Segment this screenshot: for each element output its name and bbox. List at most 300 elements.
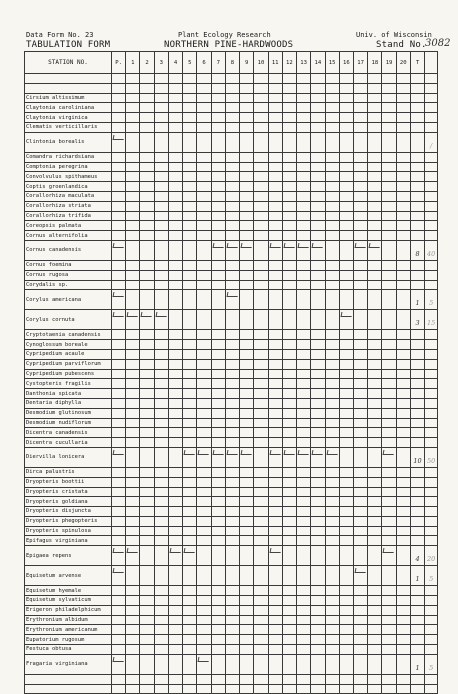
blank-cell bbox=[154, 83, 168, 93]
column-header-17: 17 bbox=[353, 52, 367, 74]
tally-cell bbox=[396, 359, 410, 369]
tally-cell bbox=[311, 605, 325, 615]
frequency-value: 5 bbox=[429, 663, 434, 672]
tally-cell bbox=[382, 546, 396, 566]
tally-cell bbox=[183, 310, 197, 330]
blank-cell bbox=[425, 83, 438, 93]
tally-cell bbox=[112, 103, 126, 113]
blank-cell bbox=[282, 83, 296, 93]
tally-cell bbox=[168, 93, 182, 103]
tally-cell bbox=[240, 418, 254, 428]
tally-cell bbox=[353, 516, 367, 526]
blank-cell bbox=[240, 74, 254, 84]
tally-mark bbox=[113, 135, 125, 140]
tally-cell bbox=[211, 270, 225, 280]
tally-cell bbox=[311, 113, 325, 123]
tally-cell bbox=[168, 221, 182, 231]
tally-cell bbox=[353, 122, 367, 132]
tally-cell bbox=[396, 182, 410, 192]
tally-cell bbox=[183, 152, 197, 162]
total-value: 3 bbox=[415, 319, 420, 328]
tally-cell bbox=[211, 605, 225, 615]
tally-cell bbox=[297, 231, 311, 241]
tally-cell bbox=[282, 566, 296, 586]
tally-cell bbox=[353, 566, 367, 586]
tally-cell bbox=[240, 260, 254, 270]
tally-cell bbox=[154, 103, 168, 113]
tally-cell bbox=[325, 536, 339, 546]
tally-cell bbox=[154, 516, 168, 526]
tally-cell bbox=[183, 113, 197, 123]
tally-cell bbox=[339, 330, 353, 340]
tally-cell bbox=[268, 625, 282, 635]
tally-cell bbox=[126, 359, 140, 369]
tally-cell bbox=[353, 615, 367, 625]
tally-cell bbox=[368, 487, 382, 497]
tally-cell bbox=[211, 467, 225, 477]
blank-cell bbox=[112, 74, 126, 84]
tally-cell bbox=[339, 566, 353, 586]
tally-cell bbox=[297, 625, 311, 635]
tally-cell bbox=[254, 467, 268, 477]
tally-cell bbox=[410, 654, 424, 674]
blank-cell bbox=[382, 83, 396, 93]
tally-cell bbox=[353, 113, 367, 123]
tally-cell bbox=[311, 635, 325, 645]
table-row bbox=[25, 240, 438, 260]
tally-cell bbox=[282, 231, 296, 241]
table-row bbox=[25, 310, 438, 330]
species-name: Claytonia virginica bbox=[25, 113, 112, 123]
tally-cell bbox=[211, 340, 225, 350]
tally-cell bbox=[268, 428, 282, 438]
tally-cell bbox=[254, 546, 268, 566]
tally-cell bbox=[311, 398, 325, 408]
tally-cell bbox=[197, 645, 211, 655]
tally-cell bbox=[225, 211, 239, 221]
tally-cell bbox=[225, 359, 239, 369]
tally-cell bbox=[140, 182, 154, 192]
tally-cell bbox=[268, 113, 282, 123]
tally-cell bbox=[254, 389, 268, 399]
tally-cell bbox=[368, 330, 382, 340]
tally-cell bbox=[154, 310, 168, 330]
tally-cell bbox=[254, 201, 268, 211]
tally-cell bbox=[297, 280, 311, 290]
tally-cell bbox=[154, 428, 168, 438]
species-name: Danthonia spicata bbox=[25, 389, 112, 399]
tally-mark bbox=[283, 243, 295, 248]
tally-cell bbox=[183, 497, 197, 507]
species-name: Comandra richardsiana bbox=[25, 152, 112, 162]
tabulation-table bbox=[24, 51, 438, 694]
tally-cell bbox=[382, 182, 396, 192]
tally-cell bbox=[197, 566, 211, 586]
tally-cell bbox=[339, 605, 353, 615]
tally-cell bbox=[339, 467, 353, 477]
tally-cell bbox=[183, 536, 197, 546]
frequency-cell bbox=[425, 654, 438, 674]
tally-cell bbox=[297, 93, 311, 103]
tally-cell bbox=[126, 340, 140, 350]
tally-cell bbox=[368, 418, 382, 428]
species-name: Desmodium nudiflorum bbox=[25, 418, 112, 428]
frequency-cell bbox=[425, 113, 438, 123]
blank-cell bbox=[112, 674, 126, 684]
tally-cell bbox=[353, 497, 367, 507]
blank-cell bbox=[425, 674, 438, 684]
tally-cell bbox=[325, 605, 339, 615]
blank-cell bbox=[126, 674, 140, 684]
tally-cell bbox=[154, 260, 168, 270]
tally-cell bbox=[410, 398, 424, 408]
tally-cell bbox=[410, 428, 424, 438]
species-name: Epifagus virginiana bbox=[25, 536, 112, 546]
tally-cell bbox=[183, 340, 197, 350]
frequency-cell bbox=[425, 211, 438, 221]
tally-cell bbox=[282, 654, 296, 674]
tally-cell bbox=[339, 596, 353, 606]
tally-mark bbox=[369, 243, 381, 248]
tally-cell bbox=[297, 635, 311, 645]
tally-cell bbox=[154, 654, 168, 674]
tally-cell bbox=[183, 526, 197, 536]
tally-cell bbox=[140, 596, 154, 606]
tally-cell bbox=[112, 438, 126, 448]
tally-mark bbox=[226, 292, 238, 297]
tally-cell bbox=[140, 270, 154, 280]
tally-cell bbox=[311, 260, 325, 270]
tally-cell bbox=[353, 182, 367, 192]
frequency-value: / bbox=[430, 141, 433, 150]
species-name: Fragaria virginiana bbox=[25, 654, 112, 674]
tally-cell bbox=[368, 152, 382, 162]
tally-cell bbox=[282, 152, 296, 162]
tally-cell bbox=[353, 349, 367, 359]
tally-cell bbox=[197, 654, 211, 674]
blank-cell bbox=[268, 74, 282, 84]
tally-cell bbox=[211, 201, 225, 211]
table-row bbox=[25, 172, 438, 182]
tally-cell bbox=[297, 201, 311, 211]
tally-cell bbox=[339, 211, 353, 221]
blank-cell bbox=[368, 684, 382, 694]
tally-cell bbox=[268, 477, 282, 487]
tally-cell bbox=[225, 182, 239, 192]
blank-cell bbox=[325, 83, 339, 93]
tally-cell bbox=[240, 379, 254, 389]
tally-cell bbox=[268, 467, 282, 477]
tally-cell bbox=[396, 113, 410, 123]
species-name: Coptis groenlandica bbox=[25, 182, 112, 192]
tally-cell bbox=[140, 152, 154, 162]
tally-cell bbox=[225, 418, 239, 428]
tally-cell bbox=[112, 182, 126, 192]
tally-cell bbox=[183, 221, 197, 231]
tally-cell bbox=[183, 438, 197, 448]
tally-cell bbox=[325, 221, 339, 231]
tally-cell bbox=[368, 497, 382, 507]
tally-cell bbox=[197, 447, 211, 467]
tally-cell bbox=[183, 211, 197, 221]
tally-cell bbox=[353, 201, 367, 211]
tally-cell bbox=[325, 290, 339, 310]
tally-cell bbox=[410, 605, 424, 615]
tally-cell bbox=[225, 221, 239, 231]
tally-cell bbox=[168, 182, 182, 192]
tally-cell bbox=[368, 270, 382, 280]
table-row bbox=[25, 231, 438, 241]
table-row bbox=[25, 221, 438, 231]
blank-cell bbox=[254, 74, 268, 84]
tally-cell bbox=[325, 349, 339, 359]
tally-cell bbox=[353, 586, 367, 596]
tally-cell bbox=[339, 546, 353, 566]
frequency-cell bbox=[425, 428, 438, 438]
tally-cell bbox=[353, 340, 367, 350]
tally-cell bbox=[112, 280, 126, 290]
station-header: STATION NO. bbox=[25, 52, 112, 74]
tally-cell bbox=[268, 586, 282, 596]
tally-cell bbox=[211, 477, 225, 487]
tally-cell bbox=[254, 369, 268, 379]
table-row bbox=[25, 369, 438, 379]
tally-cell bbox=[282, 221, 296, 231]
tally-cell bbox=[211, 349, 225, 359]
blank-cell bbox=[240, 674, 254, 684]
tally-cell bbox=[268, 260, 282, 270]
tally-cell bbox=[225, 546, 239, 566]
blank-row bbox=[25, 674, 438, 684]
tally-cell bbox=[225, 408, 239, 418]
blank-cell bbox=[225, 74, 239, 84]
tally-cell bbox=[311, 182, 325, 192]
tally-cell bbox=[211, 103, 225, 113]
tally-cell bbox=[382, 359, 396, 369]
tally-cell bbox=[368, 162, 382, 172]
tally-cell bbox=[240, 201, 254, 211]
tally-cell bbox=[197, 398, 211, 408]
tally-cell bbox=[154, 566, 168, 586]
tally-cell bbox=[396, 349, 410, 359]
tally-cell bbox=[240, 467, 254, 477]
tally-cell bbox=[368, 201, 382, 211]
tally-cell bbox=[126, 93, 140, 103]
species-name: Epigaea repens bbox=[25, 546, 112, 566]
tally-cell bbox=[368, 477, 382, 487]
tally-cell bbox=[154, 389, 168, 399]
tally-cell bbox=[240, 398, 254, 408]
tally-cell bbox=[211, 546, 225, 566]
blank-cell bbox=[410, 674, 424, 684]
tally-cell bbox=[311, 625, 325, 635]
table-row bbox=[25, 546, 438, 566]
tally-cell bbox=[168, 536, 182, 546]
tally-cell bbox=[112, 516, 126, 526]
tally-cell bbox=[240, 596, 254, 606]
tally-cell bbox=[254, 615, 268, 625]
tally-cell bbox=[311, 526, 325, 536]
tally-cell bbox=[154, 152, 168, 162]
tally-cell bbox=[183, 330, 197, 340]
tally-cell bbox=[282, 526, 296, 536]
tally-cell bbox=[225, 369, 239, 379]
tally-cell bbox=[183, 516, 197, 526]
tally-cell bbox=[268, 487, 282, 497]
tally-cell bbox=[240, 211, 254, 221]
tally-cell bbox=[339, 526, 353, 536]
tally-cell bbox=[254, 280, 268, 290]
tally-cell bbox=[168, 477, 182, 487]
tally-cell bbox=[183, 645, 197, 655]
tally-cell bbox=[268, 418, 282, 428]
table-row bbox=[25, 566, 438, 586]
tally-cell bbox=[311, 349, 325, 359]
tally-cell bbox=[240, 645, 254, 655]
tally-cell bbox=[282, 398, 296, 408]
tally-cell bbox=[382, 477, 396, 487]
tally-cell bbox=[268, 231, 282, 241]
tally-cell bbox=[410, 330, 424, 340]
tally-cell bbox=[168, 596, 182, 606]
tally-cell bbox=[268, 645, 282, 655]
tally-cell bbox=[183, 507, 197, 517]
tally-cell bbox=[368, 408, 382, 418]
tally-cell bbox=[254, 162, 268, 172]
tally-cell bbox=[325, 162, 339, 172]
species-name: Dicentra canadensis bbox=[25, 428, 112, 438]
tally-cell bbox=[339, 349, 353, 359]
tally-cell bbox=[368, 566, 382, 586]
tally-cell bbox=[254, 211, 268, 221]
tally-cell bbox=[240, 340, 254, 350]
tally-cell bbox=[126, 103, 140, 113]
frequency-cell bbox=[425, 507, 438, 517]
tally-cell bbox=[382, 467, 396, 477]
tally-cell bbox=[225, 526, 239, 536]
tally-cell bbox=[410, 122, 424, 132]
table-row bbox=[25, 418, 438, 428]
tally-cell bbox=[126, 280, 140, 290]
tally-cell bbox=[325, 635, 339, 645]
tally-mark bbox=[298, 243, 310, 248]
tally-cell bbox=[197, 172, 211, 182]
tally-cell bbox=[311, 645, 325, 655]
tally-cell bbox=[396, 93, 410, 103]
tally-cell bbox=[268, 172, 282, 182]
tally-cell bbox=[112, 240, 126, 260]
total-value: 1 bbox=[415, 575, 420, 584]
tally-cell bbox=[126, 260, 140, 270]
tally-cell bbox=[339, 260, 353, 270]
blank-cell bbox=[225, 674, 239, 684]
tally-cell bbox=[368, 615, 382, 625]
tally-cell bbox=[339, 280, 353, 290]
tally-cell bbox=[126, 152, 140, 162]
tally-cell bbox=[339, 240, 353, 260]
tally-cell bbox=[368, 635, 382, 645]
tally-cell bbox=[197, 310, 211, 330]
tally-cell bbox=[126, 172, 140, 182]
tally-cell bbox=[382, 201, 396, 211]
tally-cell bbox=[282, 428, 296, 438]
tally-cell bbox=[240, 428, 254, 438]
tally-cell bbox=[282, 447, 296, 467]
tally-cell bbox=[353, 103, 367, 113]
tally-cell bbox=[339, 418, 353, 428]
species-name: Coreopsis palmata bbox=[25, 221, 112, 231]
tally-cell bbox=[396, 103, 410, 113]
tally-cell bbox=[225, 172, 239, 182]
tally-cell bbox=[211, 379, 225, 389]
tally-mark bbox=[198, 450, 210, 455]
tally-cell bbox=[211, 221, 225, 231]
tally-cell bbox=[311, 201, 325, 211]
tally-cell bbox=[311, 231, 325, 241]
species-name: Corylus cornuta bbox=[25, 310, 112, 330]
species-name: Equisetum hyemale bbox=[25, 586, 112, 596]
tally-cell bbox=[268, 182, 282, 192]
tally-cell bbox=[382, 507, 396, 517]
tally-cell bbox=[240, 605, 254, 615]
tally-cell bbox=[112, 231, 126, 241]
tally-cell bbox=[126, 221, 140, 231]
tally-cell bbox=[382, 191, 396, 201]
tally-cell bbox=[225, 290, 239, 310]
blank-cell bbox=[140, 674, 154, 684]
tally-cell bbox=[339, 113, 353, 123]
tally-cell bbox=[168, 467, 182, 477]
tally-cell bbox=[126, 438, 140, 448]
tally-mark bbox=[383, 450, 395, 455]
tally-cell bbox=[311, 408, 325, 418]
tally-cell bbox=[311, 103, 325, 113]
tally-cell bbox=[112, 201, 126, 211]
frequency-value: 50 bbox=[427, 456, 436, 465]
tally-cell bbox=[197, 438, 211, 448]
blank-cell bbox=[311, 674, 325, 684]
blank-cell bbox=[297, 74, 311, 84]
tally-cell bbox=[197, 191, 211, 201]
tally-cell bbox=[154, 605, 168, 615]
blank-cell bbox=[282, 684, 296, 694]
tally-cell bbox=[168, 428, 182, 438]
tally-cell bbox=[254, 438, 268, 448]
tally-cell bbox=[254, 122, 268, 132]
blank-cell bbox=[325, 684, 339, 694]
tally-cell bbox=[396, 625, 410, 635]
tally-cell bbox=[311, 438, 325, 448]
tally-cell bbox=[325, 467, 339, 477]
tally-cell bbox=[311, 507, 325, 517]
tally-cell bbox=[240, 231, 254, 241]
tally-cell bbox=[339, 635, 353, 645]
tally-cell bbox=[339, 172, 353, 182]
tally-mark bbox=[212, 450, 224, 455]
tally-cell bbox=[154, 122, 168, 132]
tally-cell bbox=[297, 369, 311, 379]
tally-cell bbox=[140, 625, 154, 635]
tally-cell bbox=[126, 182, 140, 192]
tally-cell bbox=[168, 625, 182, 635]
tally-cell bbox=[154, 418, 168, 428]
tally-cell bbox=[268, 330, 282, 340]
tally-mark bbox=[312, 243, 324, 248]
frequency-cell bbox=[425, 122, 438, 132]
blank-cell bbox=[154, 684, 168, 694]
blank-cell bbox=[368, 83, 382, 93]
tally-mark bbox=[298, 450, 310, 455]
